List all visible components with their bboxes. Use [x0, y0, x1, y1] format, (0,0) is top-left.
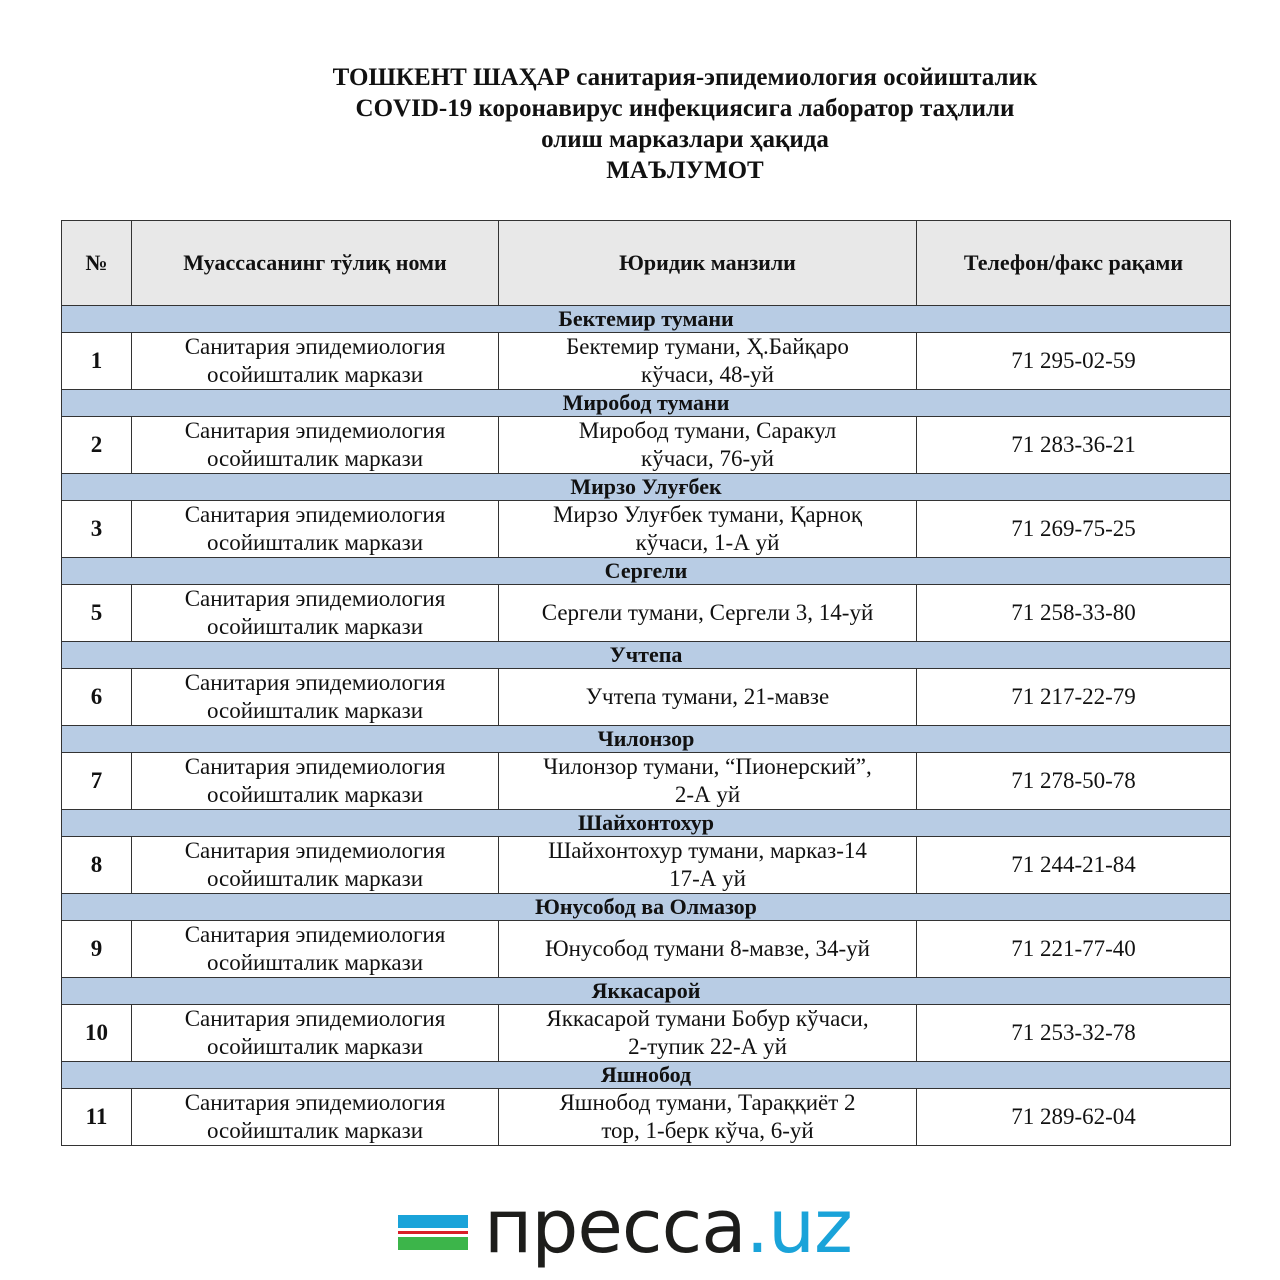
header-name: Муассасанинг тўлиқ номи: [132, 221, 499, 306]
district-name: Юнусобод ва Олмазор: [62, 894, 1231, 921]
district-name: Учтепа: [62, 642, 1231, 669]
district-name: Мирзо Улуғбек: [62, 474, 1231, 501]
address-line: тор, 1-берк кўча, 6-уй: [601, 1118, 814, 1143]
address-line: 2-А уй: [674, 782, 741, 807]
address-line: Сергели тумани, Сергели 3, 14-уй: [541, 600, 874, 625]
row-number: 3: [62, 501, 132, 558]
centers-table: [61, 220, 1231, 1146]
row-number: 9: [62, 921, 132, 978]
table-header-row: [62, 221, 1231, 306]
legal-address: [499, 1089, 917, 1146]
address-line: Чилонзор тумани, “Пионерский”,: [543, 754, 872, 779]
row-number: 5: [62, 585, 132, 642]
title-line-2: COVID-19 коронавирус инфекциясига лаборатор таҳлили: [355, 95, 1015, 122]
legal-address: [499, 921, 917, 978]
address-line: Шайхонтохур тумани, марказ-14: [548, 838, 867, 863]
title-line-3: олиш марказлари ҳақида: [541, 126, 829, 153]
legal-address: [499, 417, 917, 474]
row-number: 11: [62, 1089, 132, 1146]
institution-name: [132, 501, 499, 558]
institution-name-line: Санитария эпидемиология: [184, 1006, 446, 1031]
institution-name: [132, 585, 499, 642]
title-line-4: МАЪЛУМОТ: [606, 157, 764, 184]
address-line: кўчаси, 1-А уй: [635, 530, 780, 555]
legal-address: [499, 669, 917, 726]
phone-number: 71 244-21-84: [917, 837, 1231, 894]
district-row: [62, 894, 1231, 921]
row-number: 8: [62, 837, 132, 894]
row-number: 7: [62, 753, 132, 810]
district-row: [62, 1062, 1231, 1089]
institution-name-line: осойишталик маркази: [206, 950, 424, 975]
institution-name-line: Санитария эпидемиология: [184, 586, 446, 611]
legal-address: [499, 585, 917, 642]
phone-number: 71 217-22-79: [917, 669, 1231, 726]
address-line: Миробод тумани, Саракул: [578, 418, 837, 443]
phone-number: 71 295-02-59: [917, 333, 1231, 390]
district-row: [62, 390, 1231, 417]
header-address: Юридик манзили: [499, 221, 917, 306]
district-name: Миробод тумани: [62, 390, 1231, 417]
legal-address: [499, 837, 917, 894]
legal-address: [499, 753, 917, 810]
title-line-1: ТОШКЕНТ ШАҲАР санитария-эпидемиология осойишталик: [332, 64, 1038, 91]
institution-name-line: осойишталик маркази: [206, 782, 424, 807]
header-phone: Телефон/факс рақами: [917, 221, 1231, 306]
address-line: Бектемир тумани, Ҳ.Байқаро: [566, 334, 849, 359]
table-row: [62, 417, 1231, 474]
institution-name-line: Санитария эпидемиология: [184, 670, 446, 695]
institution-name: [132, 1089, 499, 1146]
legal-address: [499, 501, 917, 558]
institution-name-line: Санитария эпидемиология: [184, 334, 446, 359]
table-row: [62, 753, 1231, 810]
row-number: 2: [62, 417, 132, 474]
phone-number: 71 278-50-78: [917, 753, 1231, 810]
table-row: [62, 837, 1231, 894]
district-row: [62, 978, 1231, 1005]
institution-name-line: осойишталик маркази: [206, 446, 424, 471]
district-name: Бектемир тумани: [62, 306, 1231, 333]
district-row: [62, 810, 1231, 837]
institution-name-line: Санитария эпидемиология: [184, 754, 446, 779]
district-row: [62, 558, 1231, 585]
table-row: [62, 585, 1231, 642]
address-line: Мирзо Улуғбек тумани, Қарноқ: [552, 502, 863, 527]
institution-name-line: Санитария эпидемиология: [184, 502, 446, 527]
legal-address: [499, 333, 917, 390]
address-line: Яккасарой тумани Бобур кўчаси,: [546, 1006, 869, 1031]
address-line: Яшнобод тумани, Тараққиёт 2: [559, 1090, 856, 1115]
institution-name-line: осойишталик маркази: [206, 530, 424, 555]
pressa-uz-logo: [398, 1184, 878, 1270]
institution-name: [132, 753, 499, 810]
phone-number: 71 253-32-78: [917, 1005, 1231, 1062]
address-line: Учтепа тумани, 21-мавзе: [585, 684, 830, 709]
institution-name: [132, 921, 499, 978]
institution-name-line: осойишталик маркази: [206, 362, 424, 387]
district-row: [62, 306, 1231, 333]
institution-name-line: Санитария эпидемиология: [184, 418, 446, 443]
table-row: [62, 501, 1231, 558]
phone-number: 71 258-33-80: [917, 585, 1231, 642]
row-number: 6: [62, 669, 132, 726]
flag-icon: [398, 1215, 468, 1250]
institution-name-line: Санитария эпидемиология: [184, 838, 446, 863]
logo-wordmark: пресса.uz: [484, 1184, 852, 1270]
district-name: Шайхонтохур: [62, 810, 1231, 837]
institution-name-line: осойишталик маркази: [206, 1118, 424, 1143]
legal-address: [499, 1005, 917, 1062]
district-name: Сергели: [62, 558, 1231, 585]
institution-name-line: Санитария эпидемиология: [184, 1090, 446, 1115]
row-number: 10: [62, 1005, 132, 1062]
phone-number: 71 269-75-25: [917, 501, 1231, 558]
institution-name-line: Санитария эпидемиология: [184, 922, 446, 947]
document-title: [230, 62, 1140, 186]
district-row: [62, 474, 1231, 501]
institution-name-line: осойишталик маркази: [206, 698, 424, 723]
address-line: кўчаси, 76-уй: [641, 446, 774, 471]
address-line: 2-тупик 22-А уй: [628, 1034, 787, 1059]
institution-name: [132, 1005, 499, 1062]
district-row: [62, 642, 1231, 669]
table-row: [62, 1005, 1231, 1062]
institution-name: [132, 669, 499, 726]
address-line: Юнусобод тумани 8-мавзе, 34-уй: [545, 936, 870, 961]
district-row: [62, 726, 1231, 753]
district-name: Яшнобод: [62, 1062, 1231, 1089]
phone-number: 71 289-62-04: [917, 1089, 1231, 1146]
row-number: 1: [62, 333, 132, 390]
header-number: №: [62, 221, 132, 306]
institution-name-line: осойишталик маркази: [206, 1034, 424, 1059]
table-row: [62, 333, 1231, 390]
phone-number: 71 283-36-21: [917, 417, 1231, 474]
institution-name-line: осойишталик маркази: [206, 866, 424, 891]
table-row: [62, 921, 1231, 978]
district-name: Яккасарой: [62, 978, 1231, 1005]
phone-number: 71 221-77-40: [917, 921, 1231, 978]
institution-name: [132, 837, 499, 894]
district-name: Чилонзор: [62, 726, 1231, 753]
address-line: кўчаси, 48-уй: [641, 362, 774, 387]
institution-name: [132, 417, 499, 474]
address-line: 17-А уй: [669, 866, 746, 891]
institution-name-line: осойишталик маркази: [206, 614, 424, 639]
table-row: [62, 669, 1231, 726]
institution-name: [132, 333, 499, 390]
table-row: [62, 1089, 1231, 1146]
